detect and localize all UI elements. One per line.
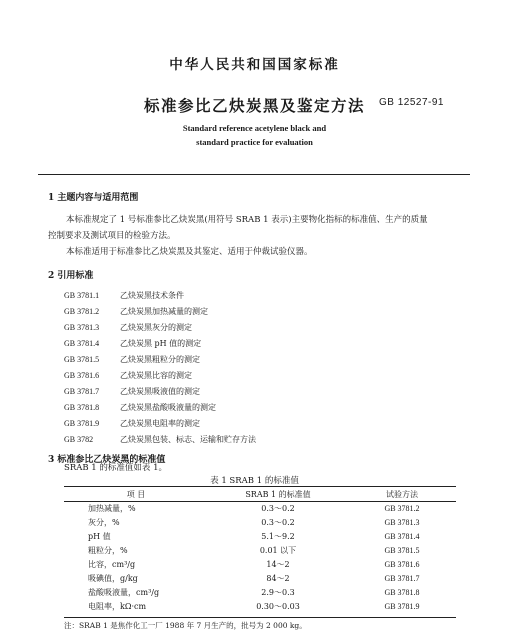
- table-header-method: 试验方法: [386, 489, 418, 499]
- table-cell-item: 灰分，%: [88, 517, 120, 527]
- table-cell-method: GB 3781.7: [384, 573, 420, 583]
- reference-item: [64, 370, 192, 381]
- table-row: [64, 501, 456, 515]
- reference-code: GB 3781.1: [64, 291, 100, 300]
- reference-item: [64, 402, 216, 413]
- table-row: [64, 515, 456, 529]
- reference-title: 乙炔炭黑电阻率的测定: [120, 419, 200, 428]
- reference-code: GB 3781.8: [64, 403, 100, 412]
- reference-item: [64, 322, 192, 333]
- table-cell-method: GB 3781.9: [384, 601, 420, 611]
- table-cell-value: 84～2: [266, 573, 290, 583]
- reference-code: GB 3782: [64, 435, 94, 444]
- table-cell-item: 粗粒分，%: [88, 545, 128, 555]
- reference-item: [64, 306, 208, 317]
- table-row: [64, 529, 456, 543]
- reference-title: 乙炔炭黑 pH 值的测定: [120, 339, 202, 348]
- reference-title: 乙炔炭黑吸液值的测定: [120, 387, 200, 396]
- reference-code: GB 3781.9: [64, 419, 100, 428]
- reference-code: GB 3781.3: [64, 323, 100, 332]
- reference-title: 乙炔炭黑技术条件: [120, 291, 184, 300]
- table-cell-value: 0.3～0.2: [261, 503, 295, 513]
- table-cell-value: 14～2: [266, 559, 290, 569]
- reference-item: [64, 386, 200, 397]
- table-cell-value: 2.9～0.3: [261, 587, 295, 597]
- table-header-item: 项 目: [126, 489, 146, 499]
- table-cell-method: GB 3781.6: [384, 559, 420, 569]
- section-1-paragraph-1-line-1: 本标准规定了 1 号标准参比乙炔炭黑(用符号 SRAB 1 表示)主要物化指标的标准值、生产的质量: [66, 215, 428, 225]
- reference-item: [64, 434, 256, 445]
- reference-title: 乙炔炭黑加热减量的测定: [120, 307, 208, 316]
- section-3-heading: 3 标准参比乙炔炭黑的标准值: [48, 455, 166, 465]
- table-cell-method: GB 3781.3: [384, 517, 420, 527]
- reference-title: 乙炔炭黑比容的测定: [120, 371, 192, 380]
- table-row: [64, 599, 456, 613]
- section-1-heading: 1 主题内容与适用范围: [48, 193, 139, 203]
- table-cell-item: 比容，cm³/g: [88, 559, 136, 569]
- standard-title: 标准参比乙炔炭黑及鉴定方法: [143, 96, 365, 115]
- reference-code: GB 3781.7: [64, 387, 100, 396]
- reference-item: [64, 418, 200, 429]
- table-cell-method: GB 3781.4: [384, 531, 420, 541]
- reference-code: GB 3781.5: [64, 355, 100, 364]
- table-cell-item: 加热减量，%: [88, 503, 136, 513]
- table-footnote: 注：SRAB 1 是焦作化工一厂 1988 年 7 月生产的，批号为 2 000 kg。: [64, 621, 307, 630]
- section-3-intro: SRAB 1 的标准值如表 1。: [64, 463, 168, 473]
- table-cell-item: pH 值: [88, 531, 111, 541]
- table-cell-item: 盐酸吸液量，cm³/g: [88, 587, 160, 597]
- table-cell-value: 5.1～9.2: [261, 531, 295, 541]
- reference-title: 乙炔炭黑灰分的测定: [120, 323, 192, 332]
- issuing-org: 中华人民共和国国家标准: [169, 57, 340, 73]
- table-cell-value: 0.01 以下: [259, 545, 297, 555]
- table-caption: 表 1 SRAB 1 的标准值: [210, 476, 299, 486]
- standard-code: GB 12527-91: [379, 97, 444, 108]
- reference-item: [64, 290, 184, 301]
- table-cell-method: GB 3781.8: [384, 587, 420, 597]
- reference-code: GB 3781.2: [64, 307, 100, 316]
- table-cell-item: 电阻率，kΩ·cm: [88, 601, 147, 611]
- table-cell-item: 吸碘值，g/kg: [88, 573, 138, 583]
- section-1-paragraph-1-line-2: 控制要求及测试项目的检验方法。: [48, 231, 176, 241]
- english-title-line-1: Standard reference acetylene black and: [182, 123, 327, 133]
- table-row: [64, 585, 456, 599]
- table-cell-method: GB 3781.2: [384, 503, 420, 513]
- section-2-heading: 2 引用标准: [48, 271, 94, 281]
- reference-item: [64, 354, 200, 365]
- table-bottom-rule: [64, 617, 456, 618]
- reference-code: GB 3781.6: [64, 371, 100, 380]
- table-cell-value: 0.3～0.2: [261, 517, 295, 527]
- table-header-row: [64, 487, 456, 501]
- table-row: [64, 543, 456, 557]
- table-row: [64, 557, 456, 571]
- standard-values-table: [64, 487, 456, 613]
- english-title-line-2: standard practice for evaluation: [196, 137, 313, 147]
- table-row: [64, 571, 456, 585]
- reference-title: 乙炔炭黑包装、标志、运输和贮存方法: [120, 435, 256, 444]
- table-cell-method: GB 3781.5: [384, 545, 420, 555]
- reference-item: [64, 338, 201, 349]
- header-divider: [38, 174, 470, 175]
- table-header-value: SRAB 1 的标准值: [245, 489, 311, 499]
- table-cell-value: 0.30～0.03: [256, 601, 300, 611]
- section-1-paragraph-2: 本标准适用于标准参比乙炔炭黑及其鉴定、适用于仲裁试验仪器。: [66, 247, 313, 257]
- reference-title: 乙炔炭黑粗粒分的测定: [120, 355, 200, 364]
- reference-title: 乙炔炭黑盐酸吸液量的测定: [120, 403, 216, 412]
- reference-code: GB 3781.4: [64, 339, 100, 348]
